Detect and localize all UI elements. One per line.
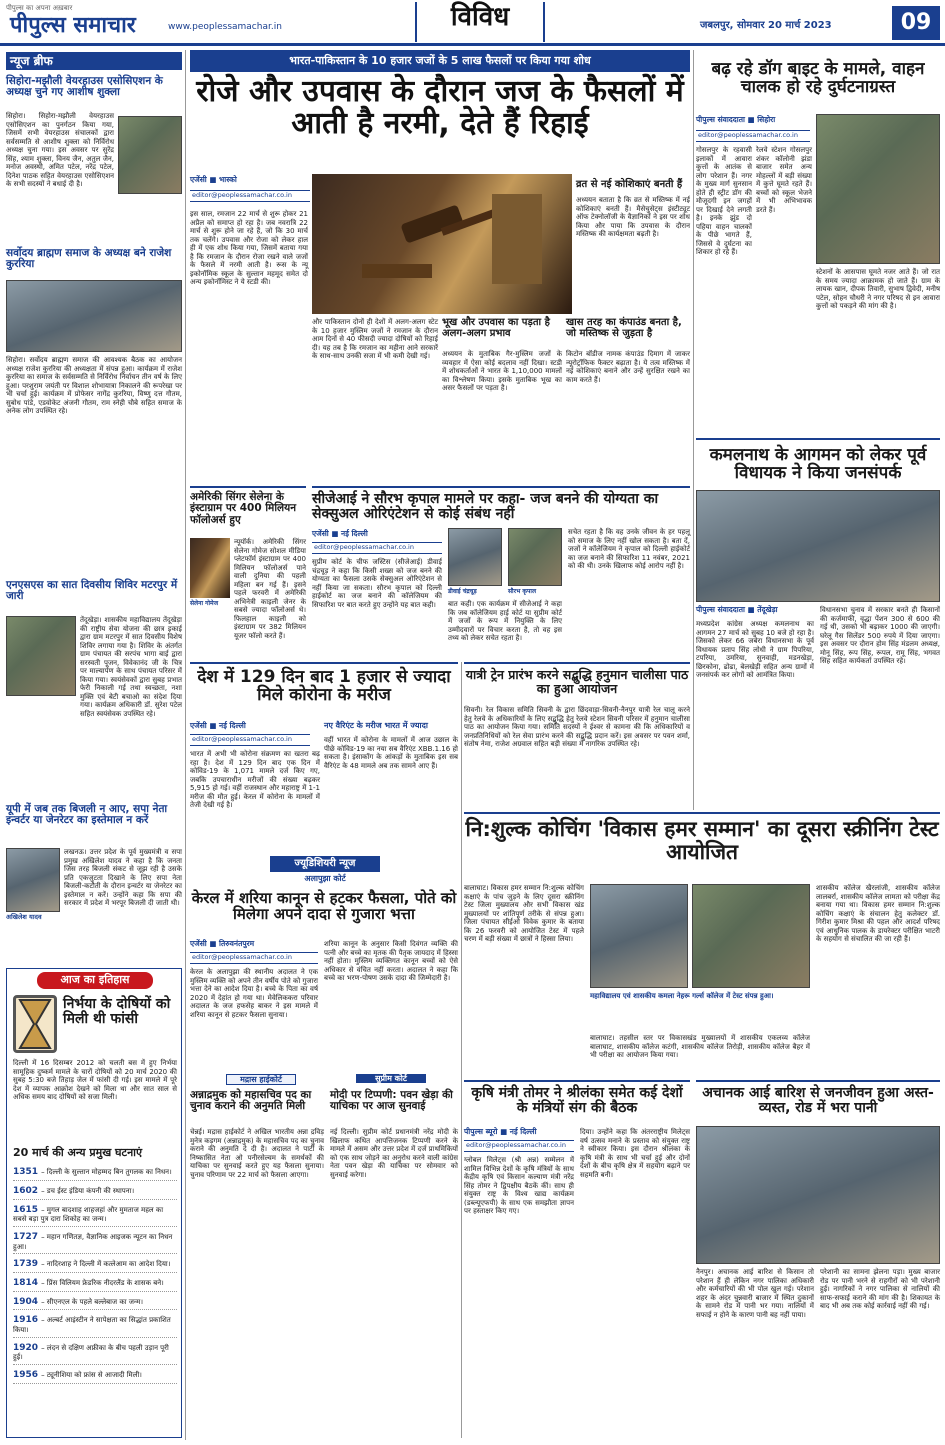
selena-headline: अमेरिकी सिंगर सेलेना के इंस्टाग्राम पर 400 मिलियन फॉलोअर्स हुए (190, 491, 297, 526)
gavel-photo (312, 174, 572, 314)
dog-headline: बढ़ रहे डॉग बाइट के मामले, वाहन चालक हो रहे दुर्घटनाग्रस्त (711, 59, 925, 98)
cji-body-3: सचेत रहता है कि वह उनके जीवन के हर पहलू को समाज के लिए नहीं खोल सकता है। बता दें, जजों ने कॉलेजियम ने कृपाल को दिल्ली हाईकोर्ट का जज बनाने की सिफारिश 11 नवंबर, 2021 को की थी। उनके खिलाफ कोई आरोप नहीं है। (568, 528, 690, 571)
event-text: – अल्बर्ट आइंस्टीन ने सापेक्षता का सिद्धांत प्रकाशित किया। (13, 1316, 171, 1335)
event-text: – मुगल बादशाह शाहजहां और मुमताज महल का सबसे बड़ा पुत्र दारा शिकोह का जन्म। (13, 1205, 164, 1224)
portrait-photo (118, 116, 182, 194)
tomar-email[interactable]: editor@peoplessamachar.co.in (464, 1140, 574, 1152)
coaching-body-3: बालाघाट। तहसील स्तर पर विकासखंड मुख्यालयों में शासकीय एकलव्य कॉलेज बालाघाट, शासकीय कॉलेज कटंगी, शासकीय कॉलेज तिरोड़ी, शासकीय कॉलेज बैहर में भी परीक्षा का आयोजन किया गया। (590, 1034, 810, 1060)
dog-body-1: गोसलपुर के रहवासी इलाकों में आवारा कुत्तों के आतंक से लोग परेशान हैं। नगर के मुख्य मार्ग सुनसान होते ही स्ट्रीट डॉग की मौजूदगी इन जगहों पर दिखाई देने लगती है। इनके झुंड दो पहिया वाहन चालकों के पीछे भागते हैं, जिससे वे दुर्घटना का शिकार हो रहे हैं। (696, 146, 752, 257)
history-event (13, 1232, 177, 1254)
logo-tagline: पीपुल्स का अपना अख़बार (6, 4, 73, 12)
brief-3-body: तेंदूखेड़ा। शासकीय महाविद्यालय तेंदूखेड़ा की राष्ट्रीय सेवा योजना की छात्र इकाई द्वारा ग्राम मटरपुर में सात दिवसीय विशेष शिविर लगाया गया है। शिविर के अंतर्गत ग्राम पंचायत की सरपंच भागा बाई द्वारा सरस्वती पूजन, विवेकानंद जी के चित्र पर माल्यार्पण के साथ पंचायत परिसर में किया गया। स्वयंसेवकों द्वारा सुबह प्रभात फेरी निकाली गई तथा स्वच्छता, नशा मुक्ति एवं बेटी बचाओ का संदेश दिया गया। कार्यक्रम अधिकारी डॉ. सुरेश पटेल सहित स्वयंसेवक उपस्थित रहे। (80, 616, 182, 718)
dog-body-3: स्टेशनों के आसपास घूमते नजर आते हैं। जो रात के समय ज्यादा आक्रामक हो जाते हैं। ग्राम के लायक खान, दीपक तिवारी, सुभाष द्विवेदी, मनीष पटेल, सोहन चौधरी ने नगर परिषद से इन आवारा कुत्तों को पकड़ने की मांग की है। (816, 268, 940, 311)
kerala-body-1: केरल के अलापुझा की स्थानीय अदालत ने एक मुस्लिम व्यक्ति को अपने तीन वर्षीय पोते को गुजारा भत्ता देने का आदेश दिया है। बच्चे के पिता का वर्ष 2020 में देहांत हो गया था। मेवेलिककरा परिवार अदालत के जज हफसेह बाकर ने इस मामले में शरिया कानून से हटकर फैसला सुनाया। (190, 968, 318, 1019)
event-year: 1956 (13, 1369, 39, 1380)
cji-headline: सीजेआई ने सौरभ कृपाल मामले पर कहा- जज बनने की योग्यता का सेक्सुअल ओरिएंटेशन से कोई संबंध नहीं (312, 491, 659, 523)
main-story (190, 50, 690, 480)
side-headline: व्रत से नई कोशिकाएं बनती हैं (576, 179, 683, 190)
brief-3-headline: एनएसएस का सात दिवसीय शिविर मटरपुर में जारी (6, 579, 178, 603)
history-event (13, 1278, 177, 1292)
history-event (13, 1343, 177, 1365)
covid-story (190, 662, 458, 850)
event-year: 1904 (13, 1296, 39, 1307)
kamalnath-photo (696, 490, 940, 602)
kamalnath-story (696, 438, 940, 806)
masthead (0, 0, 945, 46)
kerala-byline: एजेंसी ■ तिरुवनंतपुरम (190, 939, 255, 948)
madras-headline: अन्नाद्रमुक को महासचिव पद का चुनाव कराने की अनुमति मिली (190, 1089, 312, 1113)
kamalnath-byline: पीपुल्स संवाददाता ■ तेंदूखेड़ा (696, 605, 778, 614)
selena-story (190, 486, 306, 656)
kerala-headline: केरल में शरिया कानून से हटकर फैसला, पोते को मिलेगा अपने दादा से गुजारा भत्ता (191, 889, 457, 924)
main-col-6: किटोन बॉडीज नामक कंपाउंड दिमाग में जाकर न्यूरोट्रॉफिक फैक्टर बढ़ाता है। ये तत्व मस्तिष्क में नई कोशिकाएं बनाने और उन्हें सुरक्षित रखने का काम करते हैं। (566, 350, 690, 384)
history-headline: निर्भया के दोषियों को मिली थी फांसी (63, 996, 171, 1028)
history-event (13, 1205, 177, 1227)
rain-story (696, 1080, 940, 1438)
main-email[interactable]: editor@peoplessamachar.co.in (190, 190, 310, 202)
event-year: 1739 (13, 1258, 39, 1269)
kerala-body-2: शरिया कानून के अनुसार किसी दिवंगत व्यक्ति की पत्नी और बच्चे का मृतक की पैतृक जायदाद में हिस्सा नहीं होता। मुस्लिम व्यक्तिगत कानून बच्चों को ऐसे अधिकार से वंचित नहीं करता। अदालत ने कहा कि बच्चे का भरण-पोषण उसके दादा की जिम्मेदारी है। (324, 940, 458, 983)
section-title: विविध (415, 2, 545, 42)
event-year: 1351 (13, 1167, 39, 1177)
rain-street-photo (696, 1126, 940, 1264)
judiciary-section (190, 856, 458, 1438)
train-story (464, 662, 690, 802)
selena-caption: सेलेना गोमेज (190, 600, 219, 607)
event-year: 1615 (13, 1204, 39, 1215)
cji-email[interactable]: editor@peoplessamachar.co.in (312, 542, 442, 554)
event-text: – दिल्ली के सुल्तान मोहम्मद बिन तुगलक का निधन। (41, 1168, 172, 1176)
event-text: – ट्यूनीशिया को फ्रांस से आजादी मिली। (41, 1370, 142, 1379)
coaching-body-1: बालाघाट। विकास हमर सम्मान नि:शुल्क कोचिंग कक्षाएं के पांच जुड़ने के लिए दूसरा स्क्रीनिंग टेस्ट जिला मुख्यालय और सभी विकास खंड मुख्यालयों पर शांतिपूर्ण तरीके से संपन्न हुआ। जिला पंचायत सीईओ विवेक कुमार के बताया कि 26 फरवरी को आयोजित टेस्ट में पहले चरण में बड़ी संख्या में छात्रों ने हिस्सा लिया। (464, 884, 584, 944)
cji-body-1: सुप्रीम कोर्ट के चीफ जस्टिस (सीजेआई) डीवाई चंद्रचूड़ ने कहा कि किसी शख्स को जज बनने की योग्यता का फैसला उसके सेक्सुअल ओरिएंटेशन से नहीं किया जा सकता। सौरभ कृपाल को दिल्ली हाईकोर्ट का जज बनाने की कॉलेजियम की सिफारिश पर बात करते हुए उन्होंने यह बात कही। (312, 558, 442, 609)
covid-byline: एजेंसी ■ नई दिल्ली (190, 721, 246, 730)
train-body: सिवनी। रेल विकास समिति सिवनी के द्वारा छिंदवाड़ा-सिवनी-नैनपुर यात्री रेल चालू करने हेतु रेलवे के अधिकारियों के लिए सद्बुद्धि हेतु रेलवे स्टेशन सिवनी परिसर में हनुमान चालीसा पाठ का आयोजन किया गया। समिति सदस्यों ने ईश्वर से कामना की कि अधिकारियों व जनप्रतिनिधियों को रेल सेवा प्रारंभ करने की सद्बुद्धि प्रदान करें। इस अवसर पर पवन शर्मा, संतोष नेमा, राजेश अग्रवाल सहित बड़ी संख्या में नागरिक उपस्थित रहे। (464, 706, 690, 749)
event-text: – डच ईस्ट इंडिया कंपनी की स्थापना। (41, 1186, 135, 1195)
tomar-story (464, 1080, 690, 1438)
tomar-headline: कृषि मंत्री तोमर ने श्रीलंका समेत कई देशों के मंत्रियों संग की बैठक (471, 1085, 683, 1117)
main-col-4: अध्ययन बताता है कि व्रत से मस्तिष्क में नई कोशिकाएं बनती हैं। मैसेचुसेट्स इंस्टीट्यूट ऑफ टेक्नोलॉजी के वैज्ञानिकों ने इस पर शोध किया और पाया कि उपवास के दौरान मस्तिष्क की कार्यक्षमता बढ़ती है। (576, 196, 690, 239)
coaching-story (464, 812, 940, 1074)
dog-byline: पीपुल्स संवाददाता ■ सिहोरा (696, 115, 776, 124)
main-col-3: अध्ययन के मुताबिक गैर-मुस्लिम जजों के व्यवहार में ऐसा कोई बदलाव नहीं दिखा। स्टडी में शोधकर्ताओं ने भारत के 1,10,000 मामलों का विश्लेषण किया। इसके मुताबिक भूख का असर फैसलों पर पड़ता है। (442, 350, 562, 393)
covid-headline: देश में 129 दिन बाद 1 हजार से ज्यादा मिले कोरोना के मरीज (197, 667, 451, 706)
group-photo (6, 280, 182, 352)
coaching-caption: महाविद्यालय एवं शासकीय कमला नेहरू गर्ल्स कॉलेज में टेस्ट संपन्न हुआ। (590, 992, 774, 1000)
tomar-body-1: ग्लोबल मिलेट्स (श्री अन्न) सम्मेलन में शामिल विभिन्न देशों के कृषि मंत्रियों के साथ केंद्रीय कृषि एवं किसान कल्याण मंत्री नरेंद्र सिंह तोमर ने द्विपक्षीय बैठकें कीं। साथ ही संयुक्त राष्ट्र के विश्व खाद्य कार्यक्रम (डब्ल्यूएफपी) के साथ एक समझौता ज्ञापन पर हस्ताक्षर किए गए। (464, 1156, 574, 1216)
kamalnath-body-1: मध्यप्रदेश कांग्रेस अध्यक्ष कमलनाथ का आगमन 27 मार्च को सुबह 10 बजे हो रहा है। जिसको लेकर 66 जबेरा विधानसभा के पूर्व विधायक प्रताप सिंह लोधी ने ग्राम पिपरिया, टपरिया, उमरिया, सुनवाही, मडनखेड़ा, छिरकोना, ढोढा, बेलखेड़ी सहित अन्य ग्रामों में जनसंपर्क कर लोगों को आमंत्रित किया। (696, 620, 814, 680)
selena-photo (190, 538, 230, 598)
sc-headline: मोदी पर टिप्पणी: पवन खेड़ा की याचिका पर आज सुनवाई (330, 1089, 453, 1113)
history-title: आज का इतिहास (37, 972, 153, 989)
event-text: – नादिरशाह ने दिल्ली में कत्लेआम का आदेश दिया। (41, 1259, 171, 1268)
dog-email[interactable]: editor@peoplessamachar.co.in (696, 130, 810, 142)
main-sub-2: खास तरह का कंपाउंड बनता है, जो मस्तिष्क से जुड़ता है (566, 317, 682, 339)
page-number: 09 (892, 6, 940, 40)
selena-body: न्यूयॉर्क। अमेरिकी सिंगर सेलेना गोमेज सोशल मीडिया प्लेटफॉर्म इंस्टाग्राम पर 400 मिलियन फॉलोअर्स पाने वाली दुनिया की पहली महिला बन गई हैं। इसने पहले फरवरी में अमेरिकी अभिनेत्री काइली जेनर के सबसे ज्यादा फॉलोअर्स थे। फिलहाल काइली को इंस्टाग्राम पर 382 मिलियन यूजर फॉलो करते हैं। (234, 538, 306, 640)
history-box (6, 968, 182, 1438)
history-body: दिल्ली में 16 दिसम्बर 2012 को चलती बस में हुए निर्भया सामूहिक दुष्कर्म मामले के चारों दोषियों को 20 मार्च 2020 की सुबह 5:30 बजे तिहाड़ जेल में फांसी दी गई। इस मामले में पूरे देश में व्यापक आक्रोश देखने को मिला था और सात साल से अधिक समय बाद दोषियों को सजा मिली। (13, 1059, 177, 1102)
event-year: 1916 (13, 1315, 39, 1326)
event-year: 1920 (13, 1342, 39, 1353)
cji-body-2: बात कही। एक कार्यक्रम में सीजेआई ने कहा कि जब कॉलेजियम हाई कोर्ट या सुप्रीम कोर्ट में जजों के रूप में नियुक्ति के लिए उम्मीदवारों पर विचार करता है, तो वह इस तथ्य को लेकर सचेत रहता है। (448, 600, 562, 643)
judiciary-tag: ज्यूडिशियरी न्यूज (270, 856, 380, 872)
tomar-byline: पीपुल्स ब्यूरो ■ नई दिल्ली (464, 1127, 537, 1136)
coaching-headline: नि:शुल्क कोचिंग 'विकास हमर सम्मान' का दूसरा स्क्रीनिंग टेस्ट आयोजित (465, 817, 939, 864)
main-kicker: भारत-पाकिस्तान के 10 हजार जजों के 5 लाख फैसलों पर किया गया शोध (190, 50, 690, 72)
tomar-body-2: दिया। उन्होंने कहा कि अंतरराष्ट्रीय मिलेट्स वर्ष उत्सव मनाने के प्रस्ताव को संयुक्त राष्ट्र ने स्वीकार किया। इस दौरान श्रीलंका के कृषि मंत्री के साथ भी चर्चा हुई और दोनों देशों के बीच कृषि क्षेत्र में सहयोग बढ़ाने पर सहमति बनी। (580, 1128, 690, 1179)
kamalnath-body-2: विधानसभा चुनाव में सरकार बनते ही किसानों की कर्जमाफी, वृद्धा पेंशन 300 से 600 की गई थी, उसको भी बढ़ाकर 1000 की जाएगी। घरेलू गैस सिलेंडर 500 रुपये में दिया जाएगा। इस अवसर पर दौरान होम सिंह मंडलम अध्यक्ष, मोनू सिंह, रूप सिंह, रूपल, रामू सिंह, भगवत सिंह सहित कार्यकर्ता उपस्थित रहे। (820, 606, 940, 666)
kerala-court-label: अलापुझा कोर्ट (304, 874, 346, 883)
main-headline: रोजे और उपवास के दौरान जज के फैसलों में आती है नरमी, देते हैं रिहाई (196, 74, 684, 142)
kirpal-photo (508, 528, 562, 586)
news-brief-title: न्यूज ब्रीफ (6, 52, 182, 70)
cji-story (312, 486, 690, 656)
street-dogs-photo (816, 114, 940, 264)
kamalnath-headline: कमलनाथ के आगमन को लेकर पूर्व विधायक ने किया जनसंपर्क (709, 445, 927, 484)
train-headline: यात्री ट्रेन प्रारंभ करने सद्बुद्धि हनुमान चालीसा पाठ का हुआ आयोजन (465, 667, 689, 696)
kirpal-caption: सौरभ कृपाल (508, 588, 537, 595)
rain-headline: अचानक आई बारिश से जनजीवन हुआ अस्त-व्यस्त, रोड में भरा पानी (702, 1085, 934, 1117)
column-rule (461, 662, 462, 1438)
logo: पीपुल्स समाचार (10, 12, 136, 38)
madras-body: चेन्नई। मद्रास हाईकोर्ट ने अखिल भारतीय अन्ना द्रविड़ मुनेत्र कड़गम (अन्नाद्रमुक) के महासचिव पद का चुनाव कराने की अनुमति दे दी है। अदालत ने पार्टी के निष्कासित नेता ओ पनीरसेल्वम के समर्थकों की याचिका पर सुनवाई करते हुए यह फैसला सुनाया। चुनाव परिणाम पर 22 मार्च को फैसला आएगा। (190, 1128, 324, 1179)
history-event (13, 1315, 177, 1337)
covid-email[interactable]: editor@peoplessamachar.co.in (190, 734, 310, 746)
hourglass-icon (13, 995, 57, 1053)
covid-body-2: वहीं भारत में कोरोना के मामलों में आज उछाल के पीछे कोविड-19 का नया सब वैरिएंट XBB.1.16 हो सकता है। इंसाकॉग के आंकड़ों के मुताबिक इस सब वैरिएंट के 48 मामले अब तक सामने आए हैं। (324, 736, 458, 770)
main-sub-1: भूख और उपवास का पड़ता है अलग-अलग प्रभाव (442, 317, 550, 339)
akhilesh-caption: अखिलेश यादव (6, 913, 42, 921)
nss-photo (6, 616, 76, 696)
brief-1-headline: सिहोरा-मझौली वेयरहाउस एसोसिएशन के अध्यक्ष चुने गए आशीष शुक्ला (6, 75, 163, 99)
brief-2-body: सिहोरा। सर्वोदय ब्राह्मण समाज की आवश्यक बैठक का आयोजन अध्यक्ष राजेश कुररिया की अध्यक्षता में संपन्न हुआ। कार्यक्रम में राजेश कुररिया का समाज के सर्वसम्मति से निर्विरोध निर्वाचन तीन वर्ष के लिए हुआ। परशुराम जयंती पर विशाल शोभायात्रा निकालने की रूपरेखा पर भी चर्चा हुई। कार्यक्रम में प्रोफेसर नागेंद्र कुररिया, विष्णु दत्त गौतम, सुबोध पांडे, एडवोकेट अंजनी गौतम, राम स्नेही चौबे सहित समाज के अनेक लोग उपस्थित रहे। (6, 356, 182, 416)
events-title: 20 मार्च की अन्य प्रमुख घटनाएं (13, 1146, 143, 1159)
covid-sub: नए वैरिएंट के मरीज भारत में ज्यादा (324, 721, 428, 730)
website-link[interactable]: www.peoplessamachar.in (168, 22, 282, 32)
exam-hall-photo-2 (692, 884, 810, 988)
dog-bite-story (696, 50, 940, 430)
main-byline: एजेंसी ■ भास्को (190, 175, 237, 184)
main-col-1: इस साल, रमजान 22 मार्च से शुरू होकर 21 अप्रैल को समाप्त हो रहा है। जब नवरात्रि 22 मार्च से शुरू होने जा रहे हैं, जो कि 30 मार्च तक चलेंगे। उपवास और रोजा को लेकर हाल ही में एक शोध किया गया, जिसमें बताया गया है कि रमजान के दौरान रोजा रखने वाले जजों के फैसले में नरमी आती है। रूस के न्यू इकोनॉमिक स्कूल के सुल्तान महमूद समेत दो अन्य इकोनॉमिस्ट ने ये स्टडी की। (190, 210, 308, 287)
rain-body-1: नैनपुर। अचानक आई बारिश से किसान तो परेशान हैं ही लेकिन नगर पालिका अधिकारी और कर्मचारियों की भी पोल खुल गई। परेशान शहर के अंदर चुन्नवारी बाजार में स्थित दुकानों के सामने रोड में पानी भर गया। नालियों में सफाई न होने के कारण पानी बह नहीं पाया। (696, 1268, 814, 1319)
chandrachud-photo (448, 528, 502, 586)
history-event (13, 1167, 177, 1181)
event-text: – प्रिंस विलियम फ्रेडरिक नीदरलैंड के शासक बने। (41, 1278, 164, 1287)
rain-body-2: परेशानी का सामना झेलना पड़ा। मुख्य बाजार रोड पर पानी भरने से राहगीरों को भी परेशानी हुई। नागरिकों ने नगर पालिका से नालियों की साफ-सफाई कराने की मांग की है। शिकायत के बाद भी अब तक कोई कार्रवाई नहीं की गई। (820, 1268, 940, 1311)
event-year: 1602 (13, 1185, 39, 1196)
history-event (13, 1186, 177, 1200)
sc-court-label: सुप्रीम कोर्ट (356, 1074, 426, 1083)
history-event (13, 1370, 177, 1384)
cji-byline: एजेंसी ■ नई दिल्ली (312, 529, 368, 538)
column-rule (693, 50, 694, 810)
event-text: – महान गणितज्ञ, वैज्ञानिक आइजक न्यूटन का निधन हुआ। (13, 1232, 173, 1251)
event-year: 1814 (13, 1277, 39, 1288)
sc-body: नई दिल्ली। सुप्रीम कोर्ट प्रधानमंत्री नरेंद्र मोदी के खिलाफ कथित आपत्तिजनक टिप्पणी करने के मामले में असम और उत्तर प्रदेश में दर्ज प्राथमिकियों को एक साथ जोड़ने का अनुरोध करने वाली कांग्रेस नेता पवन खेड़ा की याचिका पर सोमवार को सुनवाई करेगा। (330, 1128, 458, 1179)
history-event (13, 1259, 177, 1273)
kerala-email[interactable]: editor@peoplessamachar.co.in (190, 952, 318, 964)
dog-body-2: रेलवे स्टेशन गोसलपुर शंकर कॉलोनी झंडा बाजार समेत अन्य मोहल्लों में बड़ी संख्या में कुत्ते घूमते रहते हैं। बच्चों को स्कूल भेजने में भी अभिभावक डरते हैं। (756, 146, 812, 214)
brief-1-body: सिहोरा। सिहोरा-मझौली वेयरहाउस एसोसिएशन का पुनर्गठन किया गया, जिसमें सभी वेयरहाउस संचालकों द्वारा सर्वसम्मति से आशीष शुक्ला को निर्विरोध अध्यक्ष चुना गया। इस अवसर पर सुरेंद्र सिंह, श्याम शुक्ला, विनय जैन, अतुल जैन, मनोज अवस्थी, अमित पटेल, नरेंद्र पटेल, दिनेश पाठक सहित वेयरहाउस एसोसिएशन के सभी सदस्यों ने बधाई दी है। (6, 112, 114, 189)
chandrachud-caption: डीवाई चंद्रचूड़ (448, 588, 477, 595)
main-col-2: और पाकिस्तान दोनों ही देशों में अलग-अलग स्टेट के 10 हजार मुस्लिम जजों ने रमजान के दौरान आम दिनों से 40 फीसदी ज्यादा दोषियों को रिहाई दी। यह तब है कि रमजान का महीना आने सरकारें के साथ-साथ उनकी सजा में भी कमी देखी गई। (312, 318, 438, 361)
dateline: जबलपुर, सोमवार 20 मार्च 2023 (700, 20, 832, 31)
event-text: – सीएनएल के पहले बल्लेबाज का जन्म। (41, 1297, 143, 1306)
event-year: 1727 (13, 1231, 39, 1242)
event-text: – लंदन से दक्षिण अफ्रीका के बीच पहली उड़ान पूरी हुई। (13, 1343, 169, 1362)
news-brief-column (6, 52, 182, 952)
events-list (13, 1167, 177, 1435)
akhilesh-photo (6, 848, 60, 912)
brief-4-body: लखनऊ। उत्तर प्रदेश के पूर्व मुख्यमंत्री व सपा प्रमुख अखिलेश यादव ने कहा है कि जनता जिस तरह बिजली संकट से जूझ रही है उसके प्रति एकजुटता दिखाने के लिए सपा नेता बिजली-कटौती के दौरान इन्वर्टर या जेनरेटर का इस्तेमाल न करें। उन्होंने कहा कि सपा की सरकार में प्रदेश में भरपूर बिजली दी जाती थी। (64, 848, 182, 908)
brief-2-headline: सर्वोदय ब्राह्मण समाज के अध्यक्ष बने राजेश कुररिया (6, 247, 172, 271)
exam-hall-photo-1 (590, 884, 688, 988)
column-rule (185, 50, 186, 1440)
brief-4-headline: यूपी में जब तक बिजली न आए, सपा नेता इन्वर्टर या जेनरेटर का इस्तेमाल न करें (6, 803, 168, 827)
madras-court-label: मद्रास हाईकोर्ट (226, 1074, 296, 1085)
history-event (13, 1297, 177, 1311)
covid-body-1: भारत में अभी भी कोरोना संक्रमण का खतरा बढ़ रहा है। देश में 129 दिन बाद एक दिन में कोविड-19 के 1,071 मामले दर्ज किए गए, जबकि उपचाराधीन मरीजों की संख्या बढ़कर 5,915 हो गई। वहीं राजस्थान और महाराष्ट्र में 1-1 मरीज की मौत हुई। केरल में कोरोना के मामलों में तेजी देखी गई है। (190, 750, 320, 810)
coaching-body-2: शासकीय कॉलेज खैरलांजी, शासकीय कॉलेज लालबर्रा, शासकीय कॉलेज लामता को परीक्षा केंद्र बनाया गया था। विकास हमर सम्मान नि:शुल्क कोचिंग कक्षाएं के संचालन हेतु कलेक्टर डॉ. गिरीश कुमार मिश्रा की पहल और आदर्श परिषद एवं आधुनिक पालक के डायरेक्टर परीक्षित भाटरी के सहयोग से संचालित की जा रही हैं। (816, 884, 940, 944)
